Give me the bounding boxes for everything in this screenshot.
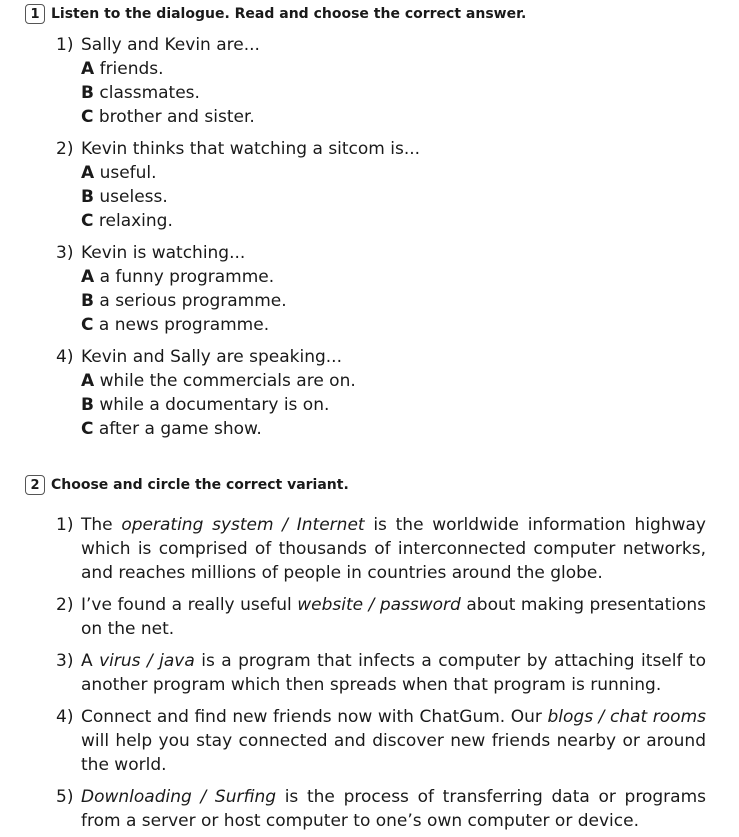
option-text: a news programme.	[98, 315, 270, 335]
sentence-text	[81, 785, 706, 833]
sentence-pre: A	[81, 651, 100, 671]
option-letter: A	[81, 163, 95, 183]
question-stem: Kevin is watching...	[81, 243, 246, 263]
option-letter: B	[81, 187, 94, 207]
question-number: 1)	[56, 35, 74, 55]
question-1	[56, 33, 260, 57]
option-letter: A	[81, 59, 95, 79]
sentence-pre: Connect and find new friends now with ChatGum. Our	[81, 707, 548, 727]
question-3	[56, 241, 245, 265]
question-stem: Kevin and Sally are speaking...	[81, 347, 342, 367]
sentence-post: is a program that infects a computer by attaching itself to another program which then spreads when that program is running.	[81, 651, 706, 695]
option-text: while a documentary is on.	[99, 395, 330, 415]
sentence-post: is the process of transferring data or programs from a server or host computer to one’s own computer or device.	[81, 787, 706, 831]
sentence-4	[56, 705, 706, 777]
option[interactable]	[81, 81, 200, 105]
question-number: 3)	[56, 243, 74, 263]
sentence-post: will help you stay connected and discover new friends nearby or around the world.	[81, 731, 706, 775]
option-letter: C	[81, 107, 94, 127]
option-text: friends.	[99, 59, 164, 79]
question-2	[56, 137, 420, 161]
sentence-pre: I’ve found a really useful	[81, 595, 298, 615]
question-number: 2)	[56, 139, 74, 159]
task-2-instruction: Choose and circle the correct variant.	[51, 477, 349, 493]
option[interactable]	[81, 265, 274, 289]
option-letter: B	[81, 291, 94, 311]
variant-choice[interactable]: blogs / chat rooms	[547, 707, 706, 727]
option-text: while the commercials are on.	[99, 371, 356, 391]
task-1-header	[25, 4, 526, 24]
option[interactable]	[81, 161, 157, 185]
option-letter: C	[81, 419, 94, 439]
sentence-text	[81, 513, 706, 585]
option-text: useless.	[99, 187, 168, 207]
option-letter: A	[81, 371, 95, 391]
option-letter: C	[81, 315, 94, 335]
sentence-text	[81, 593, 706, 641]
option[interactable]	[81, 57, 164, 81]
option-text: after a game show.	[98, 419, 262, 439]
option[interactable]	[81, 417, 262, 441]
task-2-header	[25, 475, 349, 495]
sentence-2	[56, 593, 706, 641]
task-2-number: 2	[25, 475, 45, 495]
variant-choice[interactable]: operating system / Internet	[121, 515, 365, 535]
option-letter: B	[81, 395, 94, 415]
option[interactable]	[81, 105, 255, 129]
question-number: 4)	[56, 347, 74, 367]
variant-choice[interactable]: Downloading / Surfing	[81, 787, 277, 807]
option-text: a funny programme.	[99, 267, 275, 287]
option-letter: B	[81, 83, 94, 103]
task-1-number: 1	[25, 4, 45, 24]
variant-choice[interactable]: virus / java	[99, 651, 195, 671]
option[interactable]	[81, 393, 329, 417]
option[interactable]	[81, 289, 287, 313]
sentence-5	[56, 785, 706, 833]
option[interactable]	[81, 313, 269, 337]
option[interactable]	[81, 369, 356, 393]
sentence-post: about making presentations on the net.	[81, 595, 706, 639]
option-letter: C	[81, 211, 94, 231]
item-number: 4)	[56, 707, 74, 727]
option-letter: A	[81, 267, 95, 287]
task-1-instruction: Listen to the dialogue. Read and choose the correct answer.	[51, 6, 527, 22]
variant-choice[interactable]: website / password	[297, 595, 461, 615]
option-text: a serious programme.	[99, 291, 287, 311]
option[interactable]	[81, 209, 173, 233]
sentence-text	[81, 705, 706, 777]
question-4	[56, 345, 342, 369]
sentence-3	[56, 649, 706, 697]
item-number: 5)	[56, 787, 74, 807]
option-text: brother and sister.	[98, 107, 255, 127]
option-text: useful.	[99, 163, 157, 183]
item-number: 3)	[56, 651, 74, 671]
sentence-text	[81, 649, 706, 697]
sentence-post: is the worldwide information highway which is comprised of thousands of interconnected computer networks, and reaches millions of people in countries around the globe.	[81, 515, 706, 583]
option-text: relaxing.	[98, 211, 173, 231]
question-stem: Kevin thinks that watching a sitcom is...	[81, 139, 421, 159]
sentence-1	[56, 513, 706, 585]
item-number: 1)	[56, 515, 74, 535]
option-text: classmates.	[99, 83, 200, 103]
option[interactable]	[81, 185, 168, 209]
question-stem: Sally and Kevin are...	[81, 35, 260, 55]
item-number: 2)	[56, 595, 74, 615]
sentence-pre: The	[81, 515, 122, 535]
